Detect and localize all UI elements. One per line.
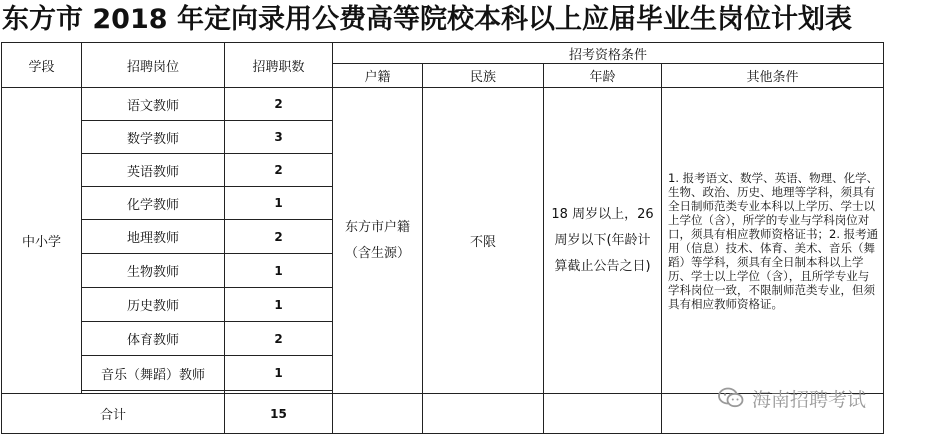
- wechat-icon: [718, 387, 744, 409]
- count-cell: 3: [225, 121, 333, 154]
- ethnicity-cell: 不限: [423, 88, 544, 394]
- position-cell: 数学教师: [82, 121, 225, 154]
- total-count: 15: [225, 394, 333, 434]
- header-hukou: 户籍: [333, 64, 423, 88]
- count-cell: 1: [225, 187, 333, 220]
- position-cell: 化学教师: [82, 187, 225, 220]
- header-count: 招聘职数: [225, 43, 333, 88]
- other-conditions-cell: 1. 报考语文、数学、英语、物理、化学、生物、政治、历史、地理等学科，须具有全日制师范类专业本科以上学历、学士以上学位（含），所学的专业与学科岗位对口，须具有相应教师资格证书；2. 报考通用（信息）技术、体育、美术、音乐（舞蹈）等学科，须具有全日制本科以上学历、学士以上学位（含），且所学专业与学科岗位一致，不限制师范类专业，但须具有相应教师资格证。: [662, 88, 884, 394]
- hukou-cell: 东方市户籍（含生源）: [333, 88, 423, 394]
- stage-cell: 中小学: [2, 88, 82, 394]
- position-cell: 历史教师: [82, 288, 225, 322]
- watermark-text: 海南招聘考试: [752, 388, 867, 411]
- position-cell: 地理教师: [82, 220, 225, 254]
- header-qualifications: 招考资格条件: [333, 43, 884, 64]
- position-cell: 体育教师: [82, 322, 225, 356]
- recruitment-table: [1, 42, 884, 434]
- header-ethnicity: 民族: [423, 64, 544, 88]
- count-cell: 2: [225, 322, 333, 356]
- header-age: 年龄: [544, 64, 662, 88]
- count-cell: 2: [225, 220, 333, 254]
- count-cell: 1: [225, 356, 333, 391]
- header-position: 招聘岗位: [82, 43, 225, 88]
- count-cell: 2: [225, 88, 333, 121]
- page-title: 东方市 2018 年定向录用公费高等院校本科以上应届毕业生岗位计划表: [2, 4, 852, 35]
- total-label: 合计: [2, 394, 225, 434]
- position-cell: 生物教师: [82, 254, 225, 288]
- position-cell: 音乐（舞蹈）教师: [82, 356, 225, 391]
- age-cell: 18 周岁以上，26 周岁以下(年龄计算截止公告之日): [544, 88, 662, 394]
- watermark: [718, 385, 866, 411]
- count-cell: 1: [225, 288, 333, 322]
- count-cell: 2: [225, 154, 333, 187]
- position-cell: 英语教师: [82, 154, 225, 187]
- header-stage: 学段: [2, 43, 82, 88]
- position-cell: 语文教师: [82, 88, 225, 121]
- header-other: 其他条件: [662, 64, 884, 88]
- count-cell: 1: [225, 254, 333, 288]
